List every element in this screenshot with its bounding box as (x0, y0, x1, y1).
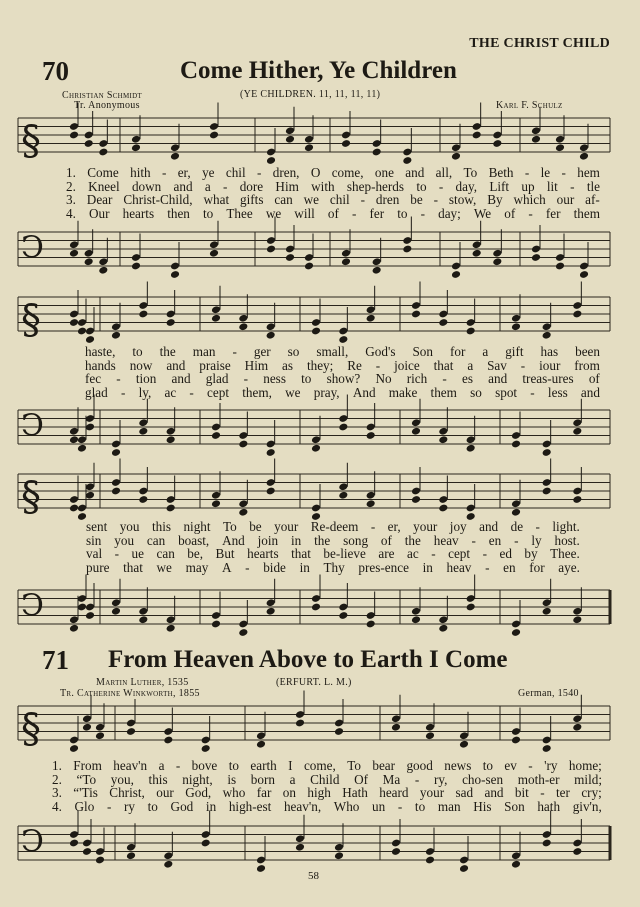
note-head (111, 487, 121, 496)
page-number: 58 (308, 870, 319, 882)
note-head (372, 266, 382, 275)
note-head (170, 270, 180, 279)
lyrics-block (52, 759, 602, 813)
bass-clef-icon: Ↄ (21, 230, 44, 266)
lyrics-block (85, 345, 600, 399)
note-head (542, 331, 552, 340)
note-head (131, 143, 141, 152)
note-head (82, 847, 92, 856)
note-head (138, 427, 148, 436)
lyric-line: 1. From heav'n a - bove to earth I come, To bear good news to ev - 'ry home; (52, 758, 602, 773)
note-head (579, 270, 589, 279)
note-head (238, 322, 248, 331)
note-head (98, 148, 108, 157)
note-head (209, 249, 219, 258)
note-head (341, 257, 351, 266)
note-head (266, 448, 276, 457)
note-head (341, 139, 351, 148)
note-head (542, 448, 552, 457)
note-head (166, 504, 176, 513)
lyrics-block (86, 520, 580, 574)
treble-staff (0, 112, 640, 162)
note-head (295, 843, 305, 852)
note-head (366, 431, 376, 440)
note-head (366, 314, 376, 323)
note-head (304, 143, 314, 152)
note-head (77, 327, 87, 336)
note-head (531, 253, 541, 262)
note-head (438, 624, 448, 633)
lyric-line: 4. Our hearts then to Thee we will of - fer to - day; We of - fer them (66, 205, 600, 221)
note-head (126, 851, 136, 860)
lyric-line: haste, to the man - ger so small, God's Son for a gift has been (85, 344, 600, 359)
note-head (211, 499, 221, 508)
treble-clef-icon: § (21, 706, 41, 752)
note-head (311, 327, 321, 336)
lyric-line: 3. Dear Christ-Child, what gifts can we chil - dren be - stow, By which our af- (66, 192, 600, 208)
note-head (69, 744, 79, 753)
note-head (338, 423, 348, 432)
note-head (466, 603, 476, 612)
author: Christian Schmidt (62, 90, 143, 101)
note-head (472, 249, 482, 258)
note-head (438, 504, 448, 513)
note-head (466, 327, 476, 336)
note-head (511, 440, 521, 449)
hymn-title: Come Hither, Ye Children (180, 57, 457, 84)
note-head (572, 427, 582, 436)
bass-staff (0, 404, 640, 454)
note-head (266, 607, 276, 616)
lyric-line: val - ue can be, But hearts that be-lieve are ac - cept - ed by Thee. (86, 546, 580, 562)
note-head (459, 864, 469, 873)
note-head (402, 156, 412, 165)
lyric-line: pure that we may A - bide in Thy pres-ence in heav - en for aye. (86, 559, 580, 575)
translator: Tr. Anonymous (74, 100, 140, 111)
note-head (555, 262, 565, 271)
treble-clef-icon: § (21, 297, 41, 343)
note-head (238, 440, 248, 449)
hymn-number: 70 (42, 56, 69, 86)
composer: Karl F. Schulz (496, 100, 563, 111)
note-head (84, 139, 94, 148)
note-head (572, 723, 582, 732)
lyric-line: sin you can boast, And join in the song of the heav - en - ly host. (86, 532, 580, 548)
lyric-line: 4. Glo - ry to God in high-est heav'n, Who un - to man His Son hath giv'n, (52, 798, 602, 814)
note-head (425, 731, 435, 740)
bass-staff (0, 584, 640, 634)
note-head (84, 257, 94, 266)
note-head (85, 611, 95, 620)
note-head (111, 607, 121, 616)
note-head (166, 624, 176, 633)
note-head (425, 856, 435, 865)
treble-staff (0, 700, 640, 750)
note-head (238, 628, 248, 637)
note-head (295, 719, 305, 728)
note-head (511, 736, 521, 745)
note-head (69, 249, 79, 258)
hymn-number: 71 (42, 645, 69, 675)
note-head (411, 615, 421, 624)
translator: Tr. Catherine Winkworth, 1855 (60, 688, 200, 699)
note-head (438, 318, 448, 327)
note-head (211, 431, 221, 440)
note-head (411, 427, 421, 436)
note-head (411, 495, 421, 504)
note-head (69, 624, 79, 633)
lyric-line: glad - ly, ac - cept them, we pray, And make them so spot - less and (85, 384, 600, 400)
note-head (542, 487, 552, 496)
note-head (163, 736, 173, 745)
note-head (138, 495, 148, 504)
composer: German, 1540 (518, 688, 579, 699)
lyrics-block (66, 166, 600, 220)
note-head (85, 335, 95, 344)
note-head (334, 851, 344, 860)
note-head (492, 257, 502, 266)
note-head (95, 856, 105, 865)
note-head (572, 847, 582, 856)
bass-clef-icon: Ↄ (21, 408, 44, 444)
note-head (111, 331, 121, 340)
note-head (256, 740, 266, 749)
lyric-line: 3. “'Tis Christ, our God, who far on high Hath heard your sad and bit - ter cry; (52, 785, 602, 801)
note-head (402, 245, 412, 254)
note-head (572, 615, 582, 624)
lyric-line: fec - tion and glad - ness to show? No rich - es and treas-ures of (85, 371, 600, 387)
note-head (211, 620, 221, 629)
note-head (266, 331, 276, 340)
note-head (511, 508, 521, 517)
note-head (285, 253, 295, 262)
treble-clef-icon: § (21, 474, 41, 520)
note-head (69, 435, 79, 444)
bass-staff (0, 820, 640, 870)
note-head (95, 731, 105, 740)
note-head (451, 152, 461, 161)
note-head (211, 314, 221, 323)
note-head (266, 156, 276, 165)
lyric-line: 2. “To you, this night, is born a Child Of Ma - ry, cho-sen moth-er mild; (52, 771, 602, 787)
note-head (572, 310, 582, 319)
tune-name: (ERFURT. L. M.) (276, 677, 352, 688)
note-head (285, 135, 295, 144)
note-head (472, 131, 482, 140)
lyric-line: 1. Come hith - er, ye chil - dren, O come, one and all, To Beth - le - hem (66, 165, 600, 180)
note-head (542, 744, 552, 753)
note-head (166, 318, 176, 327)
note-head (459, 740, 469, 749)
note-head (311, 603, 321, 612)
hymn-title: From Heaven Above to Earth I Come (108, 646, 508, 673)
note-head (492, 139, 502, 148)
lyric-line: hands now and praise Him as they; Re - joice that a Sav - iour from (85, 357, 600, 373)
note-head (334, 727, 344, 736)
note-head (131, 262, 141, 271)
note-head (338, 611, 348, 620)
note-head (542, 607, 552, 616)
note-head (511, 628, 521, 637)
bass-clef-icon: Ↄ (21, 588, 44, 624)
note-head (69, 839, 79, 848)
note-head (304, 262, 314, 271)
note-head (511, 322, 521, 331)
note-head (126, 727, 136, 736)
note-head (579, 152, 589, 161)
note-head (266, 245, 276, 254)
note-head (170, 152, 180, 161)
note-head (366, 499, 376, 508)
note-head (238, 508, 248, 517)
treble-clef-icon: § (21, 118, 41, 164)
note-head (69, 318, 79, 327)
section-header: THE CHRIST CHILD (469, 36, 610, 51)
note-head (391, 723, 401, 732)
note-head (411, 310, 421, 319)
note-head (69, 504, 79, 513)
note-head (163, 860, 173, 869)
note-head (366, 620, 376, 629)
note-head (391, 847, 401, 856)
note-head (77, 444, 87, 453)
treble-staff (0, 468, 640, 518)
note-head (82, 723, 92, 732)
treble-staff (0, 291, 640, 341)
note-head (338, 491, 348, 500)
note-head (372, 148, 382, 157)
note-head (338, 335, 348, 344)
note-head (451, 270, 461, 279)
note-head (98, 266, 108, 275)
note-head (466, 444, 476, 453)
note-head (111, 448, 121, 457)
note-head (201, 744, 211, 753)
note-head (311, 444, 321, 453)
note-head (266, 487, 276, 496)
note-head (256, 864, 266, 873)
note-head (542, 839, 552, 848)
note-head (572, 495, 582, 504)
lyric-line: 2. Kneel down and a - dore Him with shep-herds to - day, Lift up lit - tle (66, 178, 600, 194)
note-head (166, 435, 176, 444)
note-head (69, 131, 79, 140)
note-head (201, 839, 211, 848)
author: Martin Luther, 1535 (96, 677, 189, 688)
bass-clef-icon: Ↄ (21, 824, 44, 860)
note-head (511, 860, 521, 869)
note-head (555, 143, 565, 152)
note-head (209, 131, 219, 140)
note-head (438, 435, 448, 444)
tune-name: (YE CHILDREN. 11, 11, 11, 11) (240, 89, 381, 100)
note-head (138, 615, 148, 624)
note-head (138, 310, 148, 319)
note-head (531, 135, 541, 144)
lyric-line: sent you this night To be your Re-deem - er, your joy and de - light. (86, 519, 580, 534)
bass-staff (0, 226, 640, 276)
